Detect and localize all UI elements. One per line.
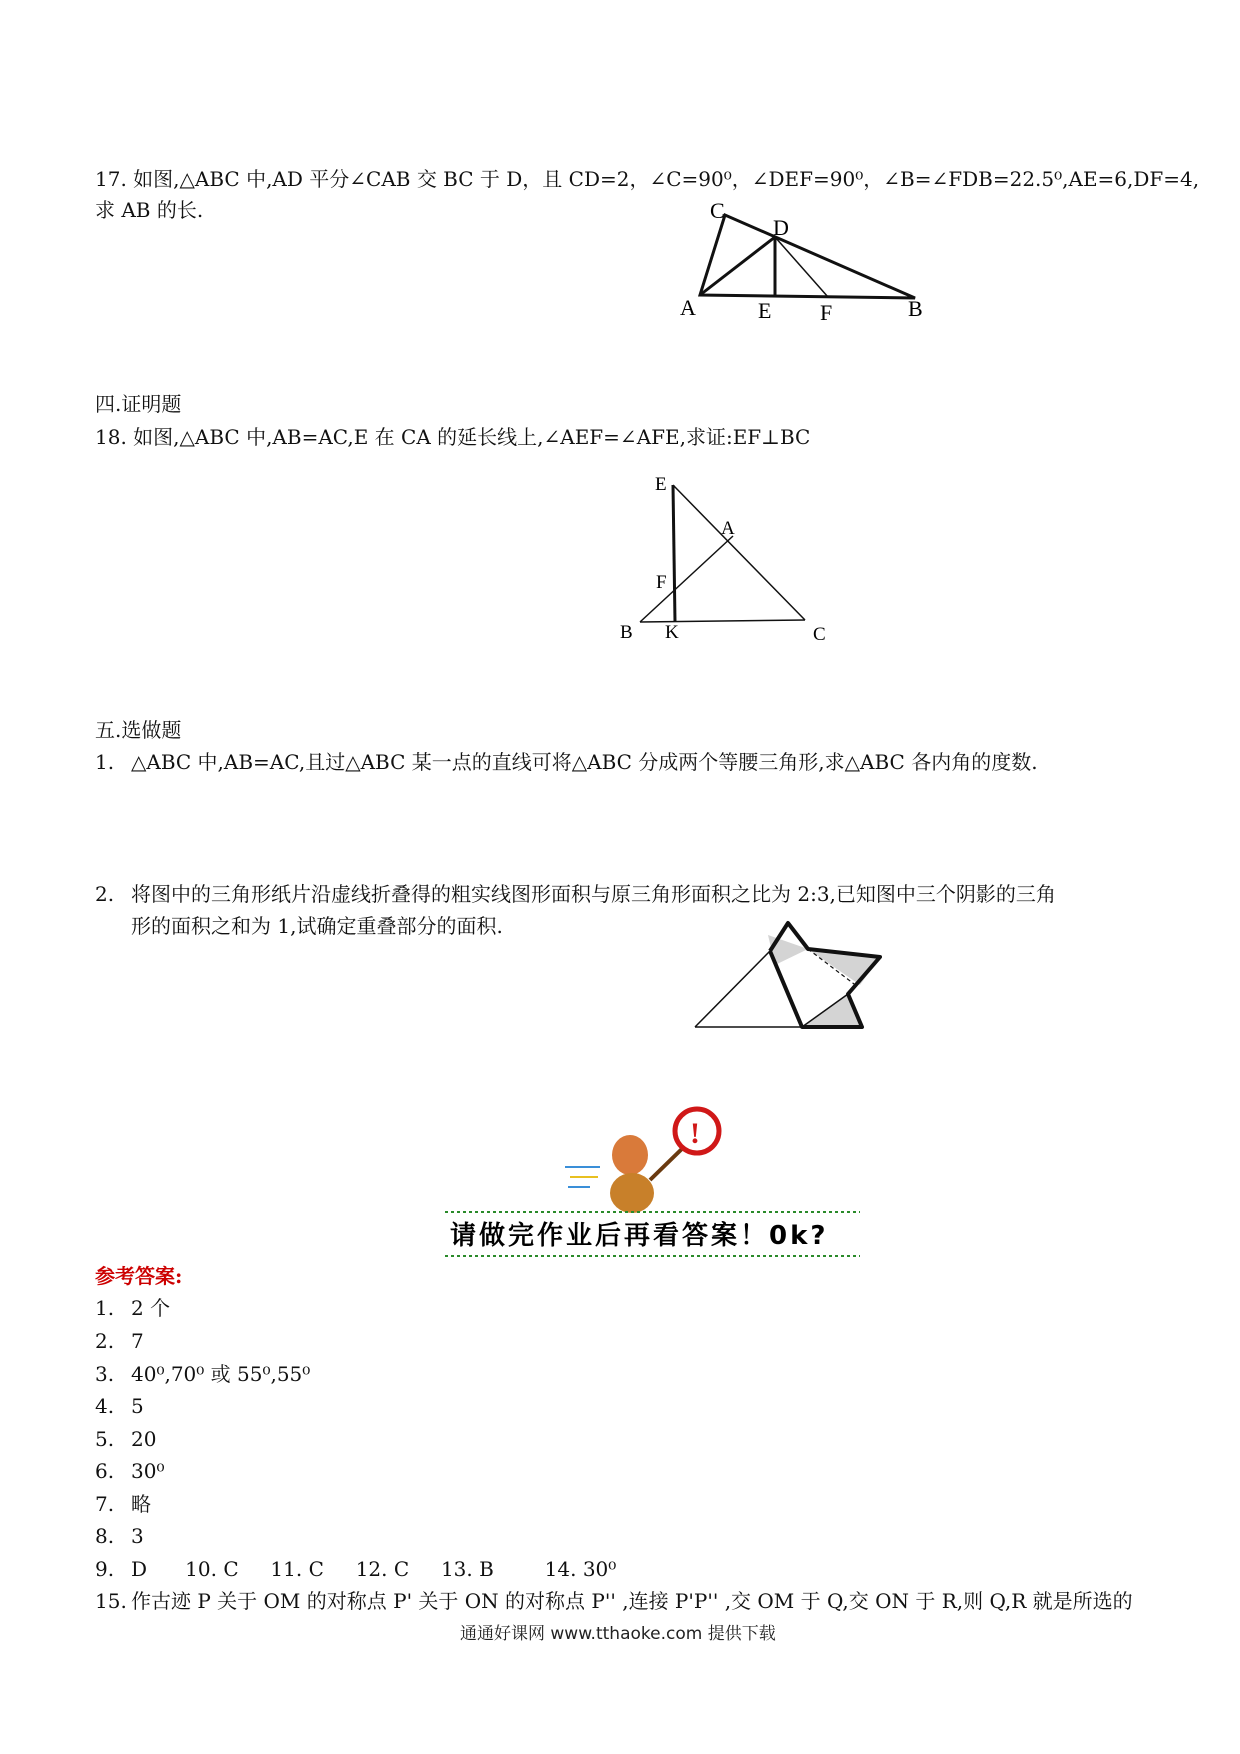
answer-number: 4. xyxy=(95,1394,115,1418)
answer-row xyxy=(95,1327,144,1355)
answer-row xyxy=(95,1360,310,1388)
answer-text: 略 xyxy=(131,1492,151,1516)
answer-number: 1. xyxy=(95,1296,115,1320)
answer-row xyxy=(95,1587,1133,1615)
q17-text-line2: 求 AB 的长. xyxy=(95,198,204,222)
answer-number: 5. xyxy=(95,1427,115,1451)
answer-row xyxy=(95,1457,164,1485)
problem-text: △ABC 中,AB=AC,且过△ABC 某一点的直线可将△ABC 分成两个等腰三角形,求△ABC 各内角的度数. xyxy=(131,750,1038,774)
q18-label-e: E xyxy=(655,474,667,495)
answer-row xyxy=(95,1555,616,1583)
answer-text: 2 个 xyxy=(131,1296,171,1320)
q17-triangle-figure xyxy=(670,200,940,330)
answer-number: 3. xyxy=(95,1362,115,1386)
q17-label-f: F xyxy=(820,300,833,325)
answer-text: 30⁰ xyxy=(131,1459,165,1483)
answer-number: 7. xyxy=(95,1492,115,1516)
answer-text: 20 xyxy=(131,1427,157,1451)
answer-text: 40⁰,70⁰ 或 55⁰,55⁰ xyxy=(131,1362,311,1386)
q18-label-b: B xyxy=(620,622,633,643)
q18-triangle-figure xyxy=(615,470,840,645)
answer-text: 作古迹 P 关于 OM 的对称点 P' 关于 ON 的对称点 P'' ,连接 P'P'' ,交 OM 于 Q,交 ON 于 R,则 Q,R 就是所选的 xyxy=(131,1589,1133,1613)
problem-number: 1. xyxy=(95,750,115,774)
reminder-banner-text: 请做完作业后再看答案！0k? xyxy=(450,1221,829,1251)
problem-number: 2. xyxy=(95,882,115,906)
q18-label-f: F xyxy=(656,572,667,593)
answer-number: 6. xyxy=(95,1459,115,1483)
answer-row xyxy=(95,1522,144,1550)
reminder-banner xyxy=(445,1208,860,1260)
answers-title: 参考答案: xyxy=(95,1264,183,1288)
answer-number: 8. xyxy=(95,1524,115,1548)
answer-text: 3 xyxy=(131,1524,144,1548)
answer-text: D 10. C 11. C 12. C 13. B 14. 30⁰ xyxy=(131,1557,617,1581)
q18-label-a: A xyxy=(721,518,735,539)
folded-triangle-figure xyxy=(690,915,890,1040)
problem-text: 将图中的三角形纸片沿虚线折叠得的粗实线图形面积与原三角形面积之比为 2:3,已知图中三个阴影的三角 xyxy=(131,882,1056,906)
answer-row xyxy=(95,1392,144,1420)
q18-text: 18. 如图,△ABC 中,AB=AC,E 在 CA 的延长线上,∠AEF=∠AFE,求证:EF⊥BC xyxy=(95,425,811,449)
section-5-title: 五.选做题 xyxy=(95,718,182,742)
q17-text-line1: 17. 如图,△ABC 中,AD 平分∠CAB 交 BC 于 D，且 CD=2，∠C=90⁰，∠DEF=90⁰，∠B=∠FDB=22.5⁰,AE=6,DF=4, xyxy=(95,167,1200,191)
mascot-character xyxy=(560,1105,730,1225)
answer-row xyxy=(95,1425,156,1453)
answer-text: 5 xyxy=(131,1394,144,1418)
q17-label-c: C xyxy=(710,200,725,223)
answer-row xyxy=(95,1490,151,1518)
q17-label-d: D xyxy=(773,215,789,240)
answer-number: 15. xyxy=(95,1589,127,1613)
q18-label-k: K xyxy=(665,622,679,643)
page-footer: 通通好课网 www.tthaoke.com 提供下载 xyxy=(460,1624,776,1644)
optional-problem-2 xyxy=(95,880,1056,908)
section-4-title: 四.证明题 xyxy=(95,392,182,416)
answer-text: 7 xyxy=(131,1329,144,1353)
q17-label-e: E xyxy=(758,298,772,323)
answer-number: 2. xyxy=(95,1329,115,1353)
q17-label-a: A xyxy=(680,295,696,320)
optional-problem-1 xyxy=(95,748,1038,776)
answer-number: 9. xyxy=(95,1557,115,1581)
svg-text:!: ! xyxy=(690,1117,700,1150)
optional-problem-2-line2: 形的面积之和为 1,试确定重叠部分的面积. xyxy=(131,914,503,938)
q17-label-b: B xyxy=(908,296,923,321)
q18-label-c: C xyxy=(813,624,826,645)
answer-row xyxy=(95,1294,170,1322)
